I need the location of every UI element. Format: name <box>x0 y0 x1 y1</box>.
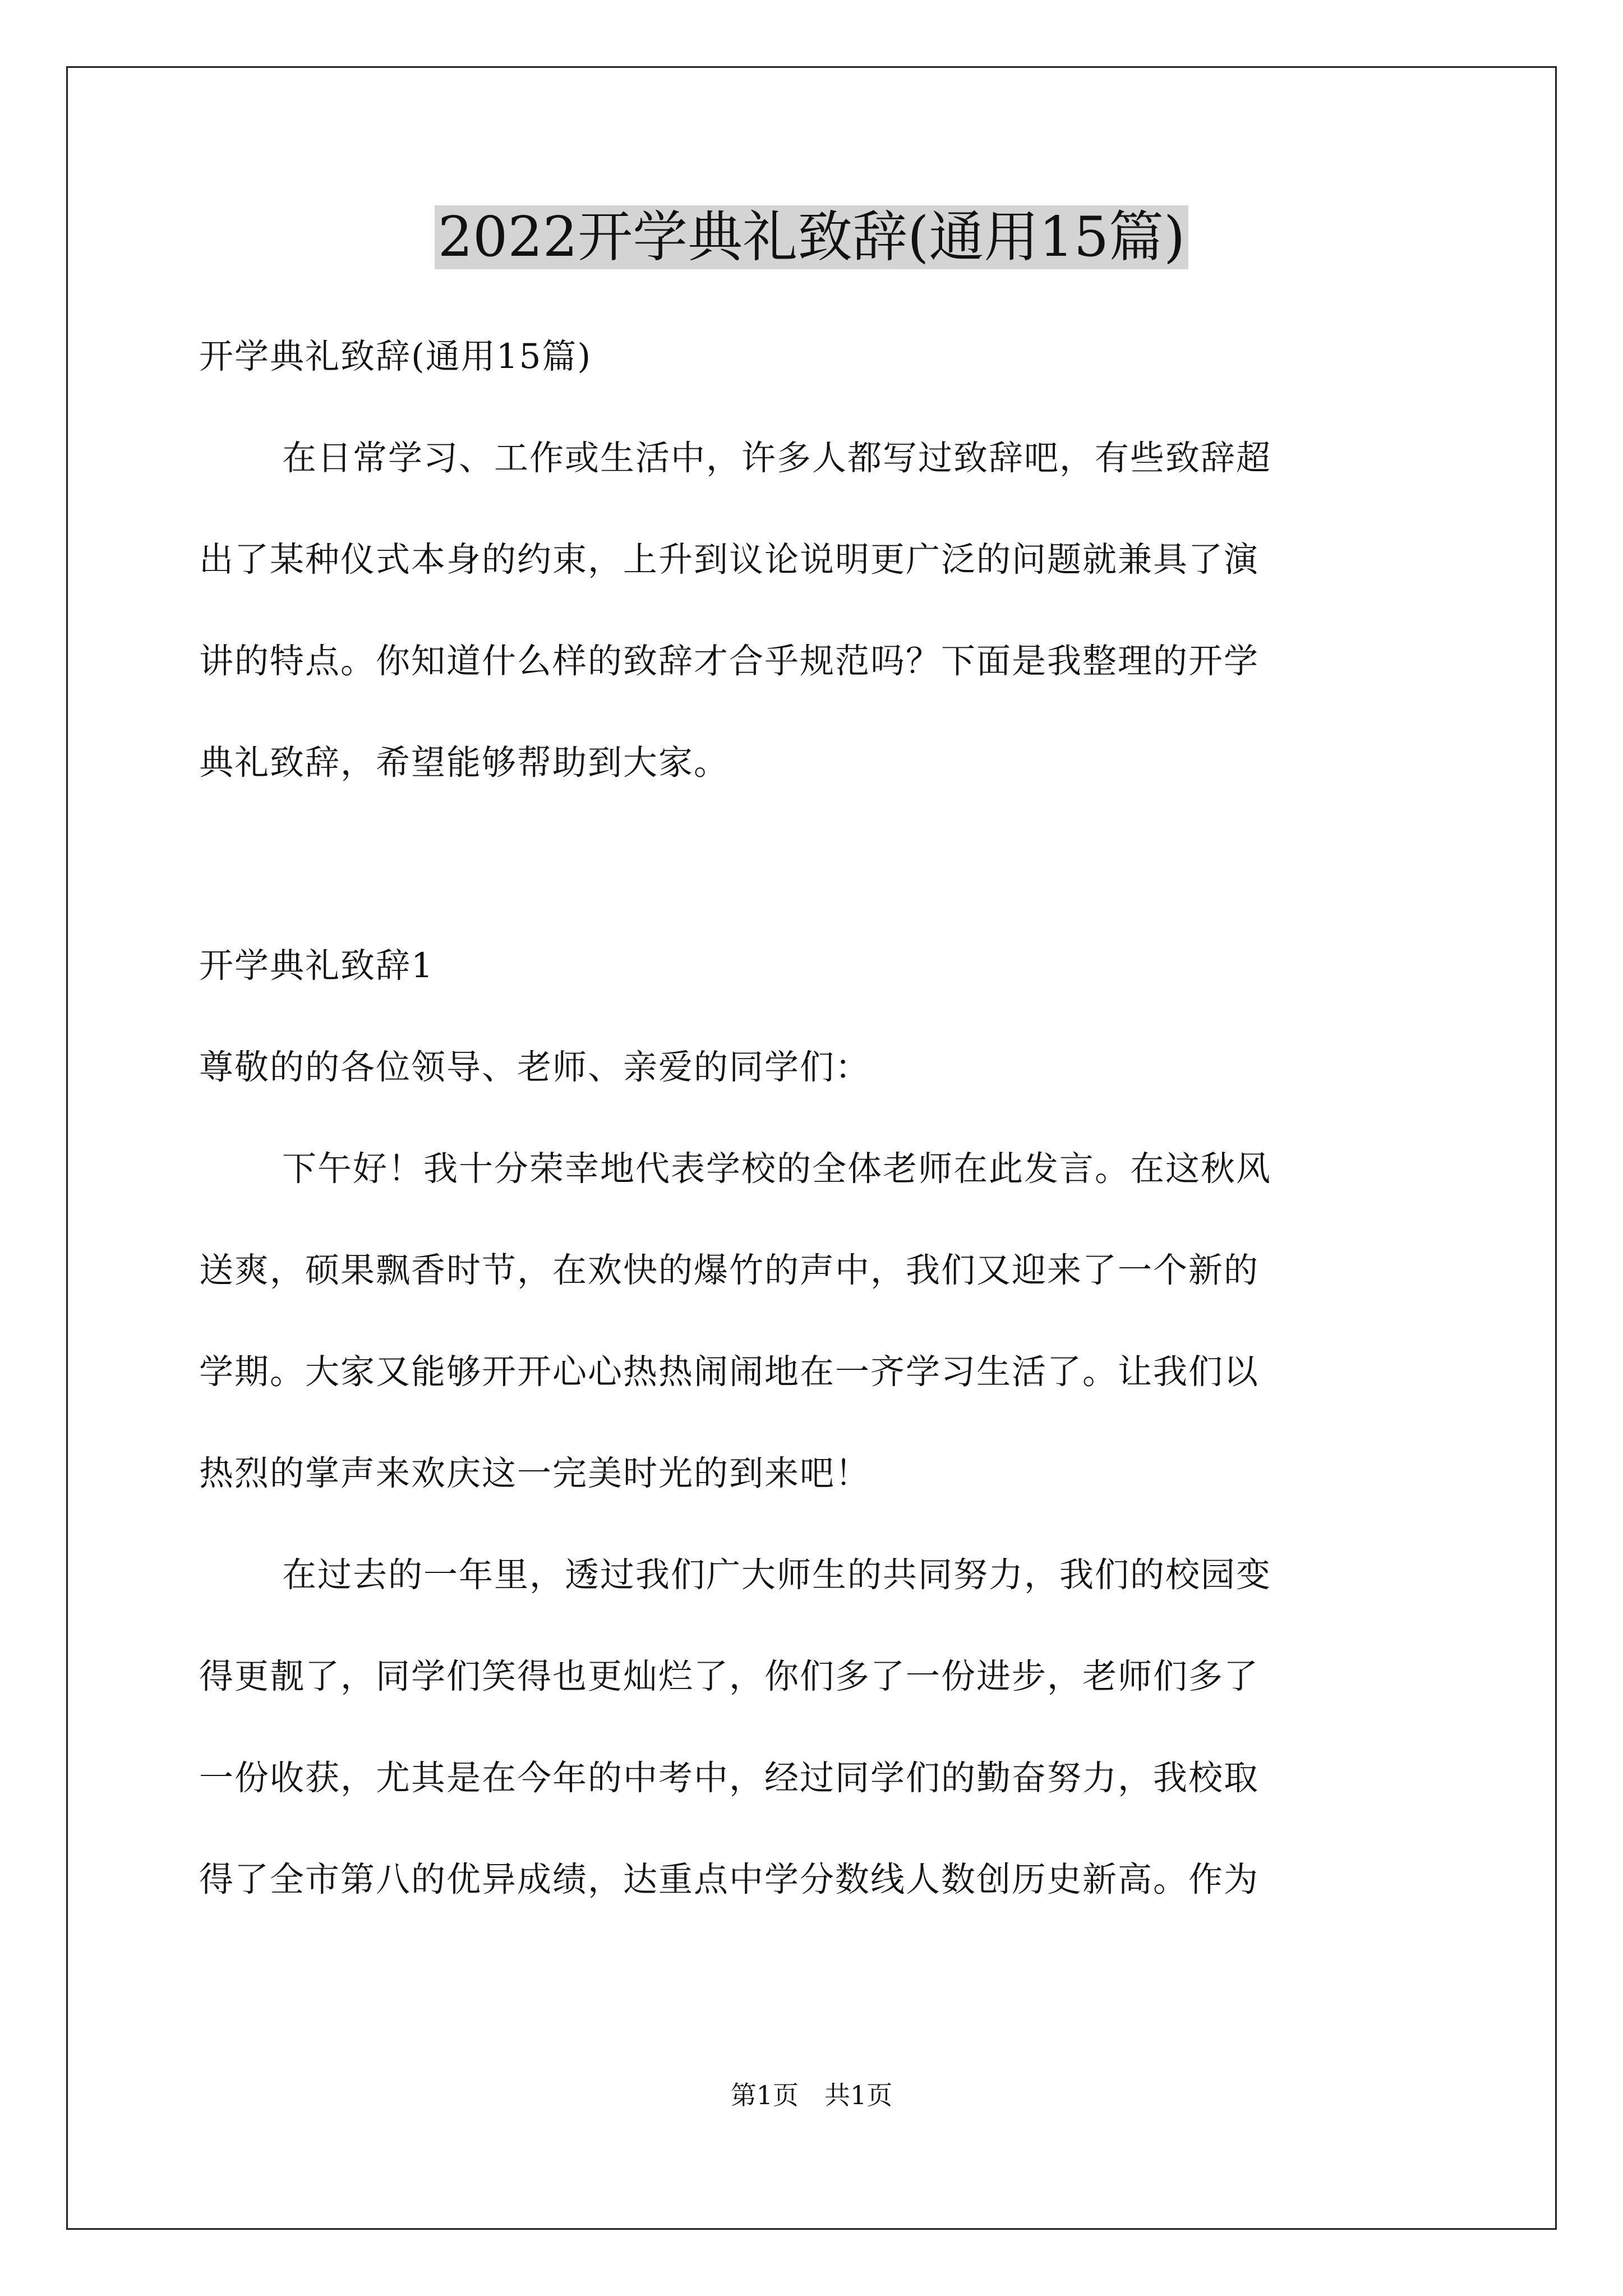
paragraph1-line-1: 下午好！我十分荣幸地代表学校的全体老师在此发言。在这秋风 <box>282 1149 1272 1189</box>
paragraph2-line-3: 一份收获，尤其是在今年的中考中，经过同学们的勤奋努力，我校取 <box>199 1758 1260 1798</box>
page-footer: 第1页 共1页 <box>730 2080 893 2110</box>
paragraph2-line-4: 得了全市第八的优异成绩，达重点中学分数线人数创历史新高。作为 <box>199 1860 1260 1899</box>
salutation: 尊敬的的各位领导、老师、亲爱的同学们： <box>199 1047 871 1087</box>
document-subtitle: 开学典礼致辞(通用15篇) <box>199 337 592 376</box>
document-title: 2022开学典礼致辞(通用15篇) <box>0 201 1623 274</box>
intro-line-2: 出了某种仪式本身的约束，上升到议论说明更广泛的问题就兼具了演 <box>199 540 1260 579</box>
intro-line-3: 讲的特点。你知道什么样的致辞才合乎规范吗？下面是我整理的开学 <box>199 641 1260 681</box>
intro-line-4: 典礼致辞，希望能够帮助到大家。 <box>199 743 730 783</box>
paragraph1-line-2: 送爽，硕果飘香时节，在欢快的爆竹的声中，我们又迎来了一个新的 <box>199 1250 1260 1290</box>
paragraph1-line-4: 热烈的掌声来欢庆这一完美时光的到来吧！ <box>199 1453 871 1493</box>
paragraph1-line-3: 学期。大家又能够开开心心热热闹闹地在一齐学习生活了。让我们以 <box>199 1352 1260 1392</box>
paragraph2-line-2: 得更靓了，同学们笑得也更灿烂了，你们多了一份进步，老师们多了 <box>199 1657 1260 1696</box>
intro-line-1: 在日常学习、工作或生活中，许多人都写过致辞吧，有些致辞超 <box>282 438 1272 478</box>
paragraph2-line-1: 在过去的一年里，透过我们广大师生的共同努力，我们的校园变 <box>282 1555 1272 1595</box>
section-heading: 开学典礼致辞1 <box>199 946 434 986</box>
blank-line <box>199 813 1431 915</box>
document-body <box>199 306 1431 1930</box>
